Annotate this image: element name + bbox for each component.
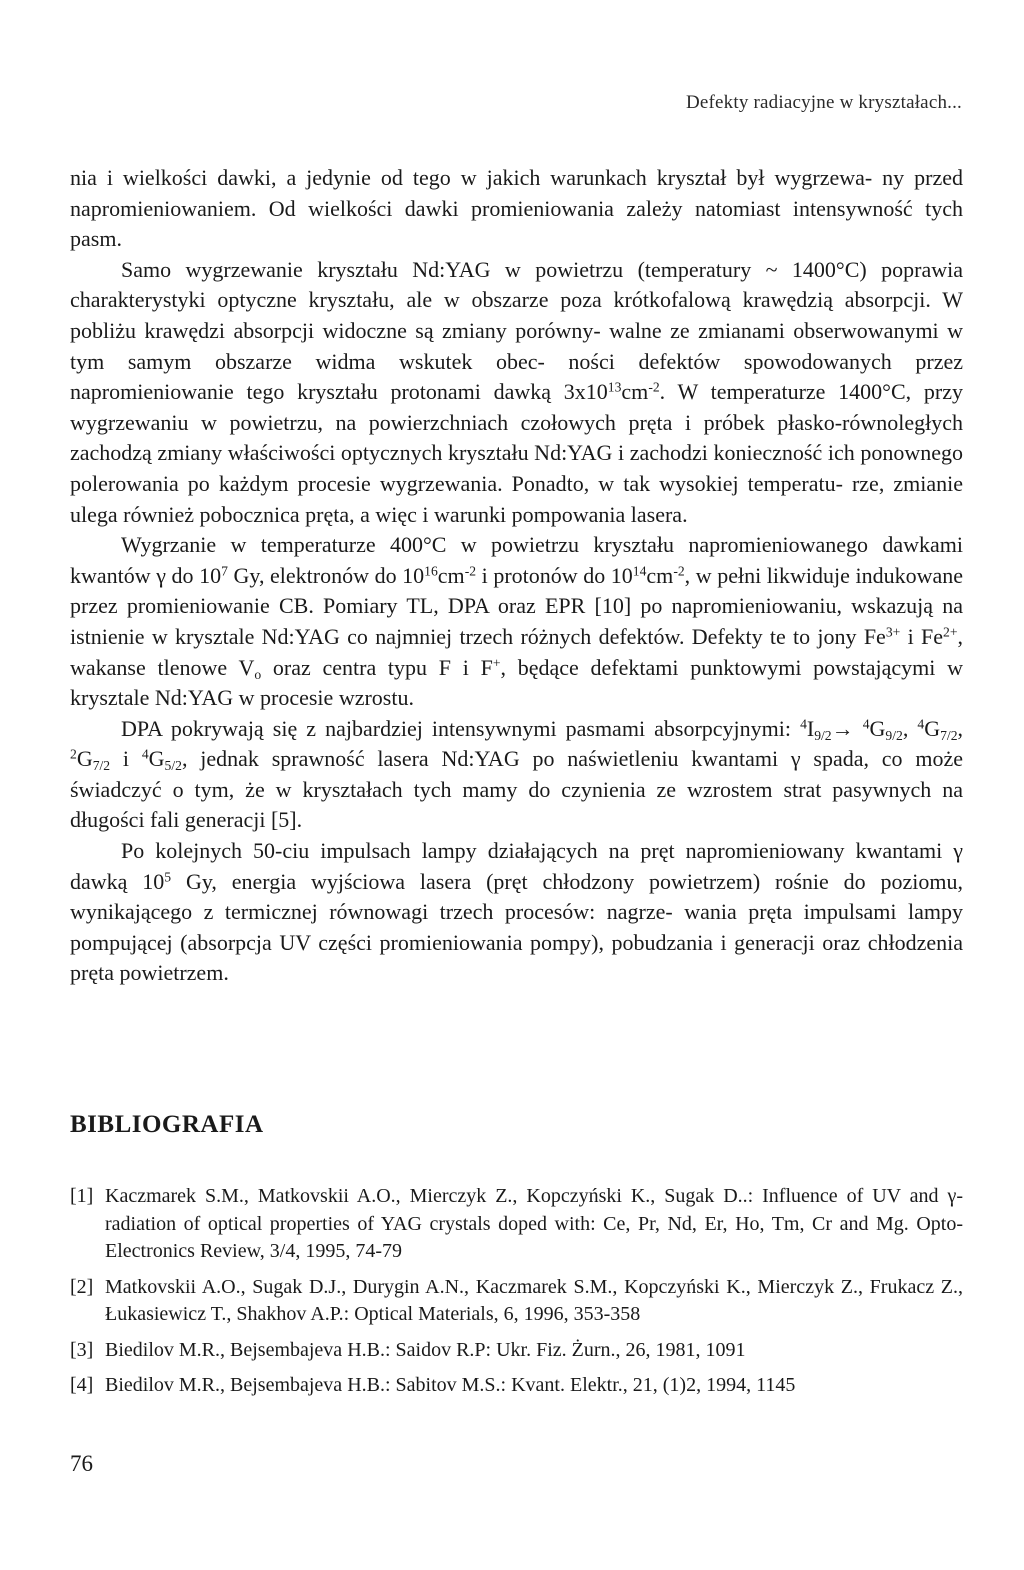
bibliography-number: [1] [70, 1185, 94, 1207]
bibliography-heading: BIBLIOGRAFIA [70, 1111, 264, 1138]
bibliography-entry [70, 1183, 963, 1266]
bibliography-text: Kaczmarek S.M., Matkovskii A.O., Mierczyk Z., Kopczyński K., Sugak D..: Influence of UV and γ-radiation of optical properties of YAG crystals doped with: Ce, Pr, Nd, Er, Ho, Tm, Cr and Mg. Opto-Electronics Review, 3/4, 1995, 74-79 [105, 1185, 963, 1262]
bibliography-entry [70, 1274, 963, 1329]
bibliography-number: [4] [70, 1374, 94, 1396]
body-text [70, 163, 963, 989]
bibliography-number: [2] [70, 1275, 94, 1298]
bibliography-text: Biedilov M.R., Bejsembajeva H.B.: Sabitov M.S.: Kvant. Elektr., 21, (1)2, 1994, 1145 [105, 1374, 796, 1396]
paragraph-2: Samo wygrzewanie kryształu Nd:YAG w powietrzu (temperatury ~ 1400°C) poprawia charakterystyki optyczne kryształu, ale w obszarze poza krótkofalową krawędzią absorpcji. W pobliżu krawędzi absorpcji widoczne są zmiany porówny- walne ze zmianami obserwowanymi w tym samym obszarze widma wskutek obec- ności defektów spowodowanych przez napromieniowanie tego kryształu protonami dawką $3x10^{13}cm^{-2}$. W temperaturze 1400°C, przy wygrzewaniu w powietrzu, na powierzchniach czołowych pręta i próbek płasko-równoległych zachodzą zmiany właściwości optycznych kryształu Nd:YAG i zachodzi konieczność ich ponownego polerowania po każdym procesie wygrzewania. Ponadto, w tak wysokiej temperatu- rze, zmianie ulega również pobocznica pręta, a więc i warunki pompowania lasera. [70, 256, 963, 527]
bibliography-number: [3] [70, 1338, 94, 1361]
bibliography-text: Biedilov M.R., Bejsembajeva H.B.: Saidov R.P: Ukr. Fiz. Żurn., 26, 1981, 1091 [105, 1338, 746, 1361]
bibliography-list [70, 1183, 963, 1408]
bibliography-entry [70, 1372, 963, 1400]
paragraph-4: DPA pokrywają się z najbardziej intensywnymi pasmami absorpcyjnymi: $^4I_{9/2}\to ^4G_{9/2}$, $^4G_{7/2}$, $^2G_{7/2}$ i $^4G_{5/2}$, jednak sprawność lasera Nd:YAG po naświetleniu kwantami γ spada, co może świadczyć o tym, że w kryształach tych mamy do czynienia ze wzrostem strat pasywnych na długości fali generacji [5]. [70, 715, 964, 833]
paragraph-1: nia i wielkości dawki, a jedynie od tego w jakich warunkach kryształ był wygrzewa- ny przed napromieniowaniem. Od wielkości dawki promieniowania zależy natomiast intensywność tych pasm. [70, 165, 963, 252]
bibliography-text: Matkovskii A.O., Sugak D.J., Durygin A.N., Kaczmarek S.M., Kopczyński K., Mierczyk Z., Frukacz Z., Łukasiewicz T., Shakhov A.P.: Optical Materials, 6, 1996, 353-358 [105, 1275, 963, 1325]
bibliography-entry [70, 1337, 963, 1365]
paragraph-3: Wygrzanie w temperaturze 400°C w powietrzu kryształu napromieniowanego dawkami kwantów γ do $10^7$ Gy, elektronów do $10^{16}cm^{-2}$ i protonów do $10^{14}cm^{-2}$, w pełni likwiduje indukowane przez promieniowanie CB. Pomiary TL, DPA oraz EPR [10] po napromieniowaniu, wskazują na istnienie w krysztale Nd:YAG co najmniej trzech różnych defektów. Defekty te to jony $Fe^{3+}$ i $Fe^{2+}$, wakanse tlenowe $V_o$ oraz centra typu F i F+, będące defektami punktowymi powstającymi w krysztale Nd:YAG w procesie wzrostu. [70, 532, 963, 711]
running-head: Defekty radiacyjne w kryształach... [685, 92, 962, 113]
paragraph-5: Po kolejnych 50-ciu impulsach lampy działających na pręt napromieniowany kwantami γ dawką $10^5$ Gy, energia wyjściowa lasera (pręt chłodzony powietrzem) rośnie do poziomu, wynikającego z termicznej równowagi trzech procesów: nagrze- wania pręta impulsami lampy pompującej (absorpcja UV części promieniowania pompy), pobudzania i generacji oraz chłodzenia pręta powietrzem. [70, 838, 963, 986]
page-number: 76 [70, 1451, 93, 1476]
